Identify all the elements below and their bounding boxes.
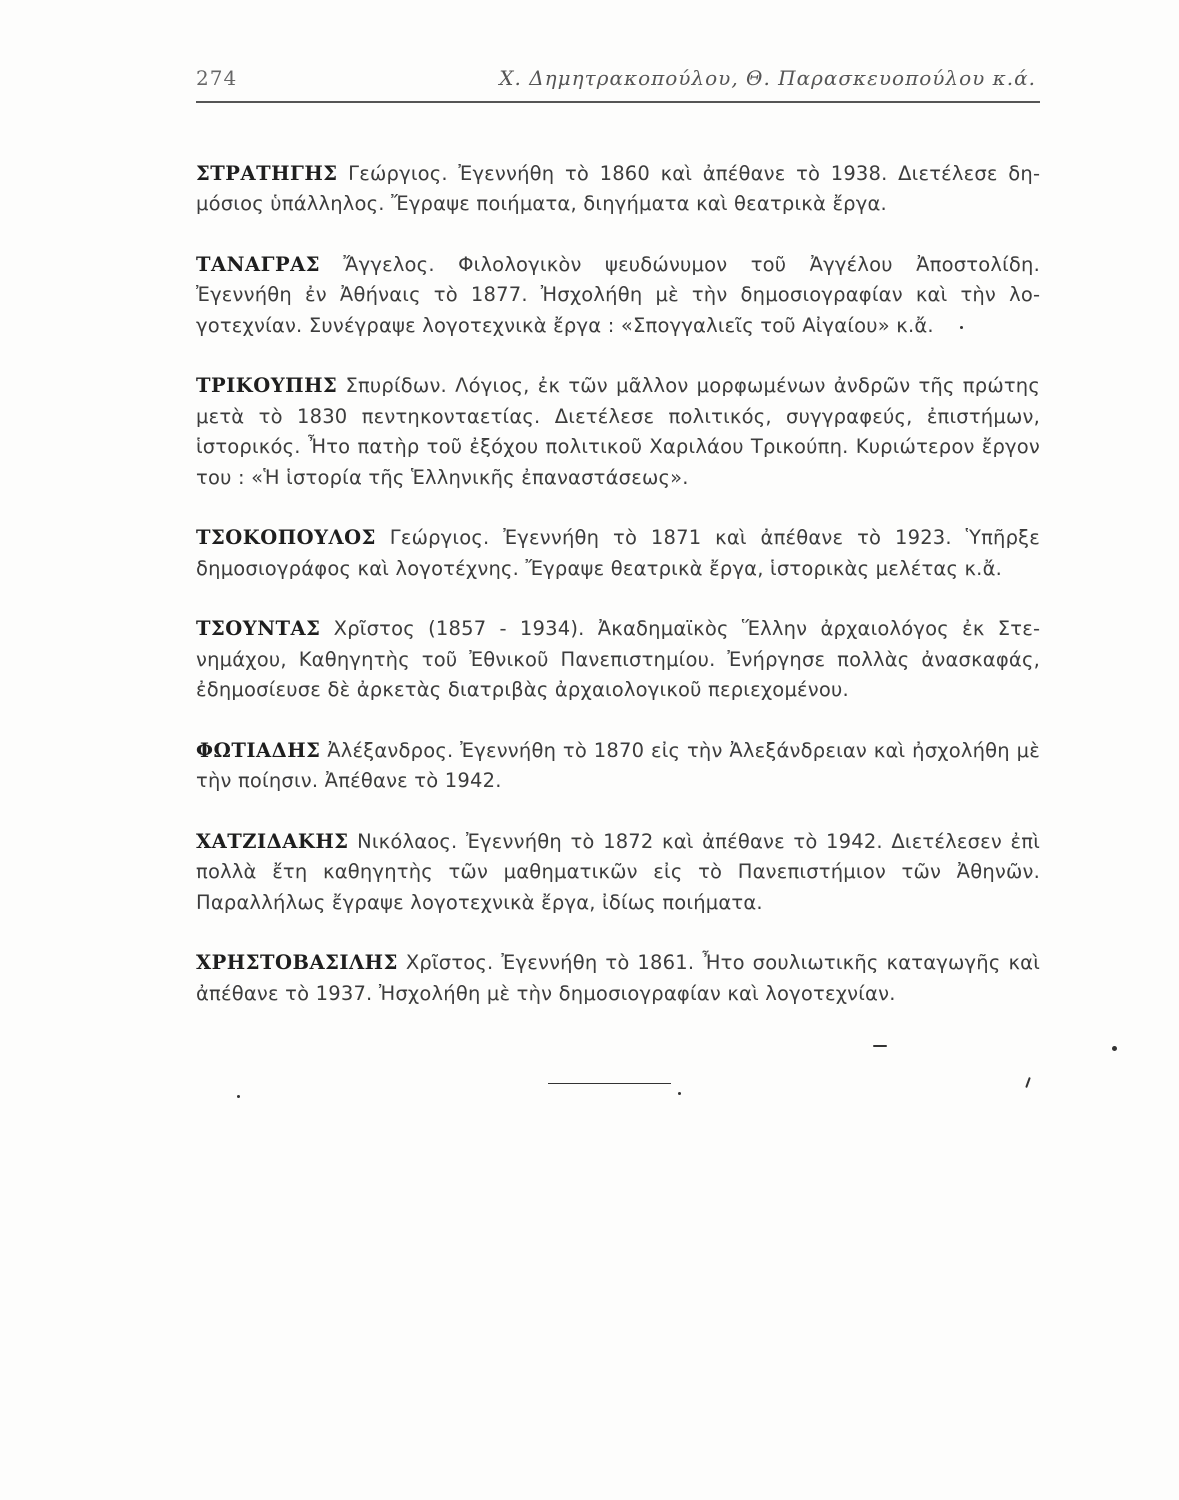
entry-trikoupis [196,371,1040,493]
running-head: Χ. Δημητρακοπούλου, Θ. Παρασκευοπούλου κ.ά. [499,66,1036,90]
entry-text: Γεώργιος. Ἐγεννήθη τὸ 1871 καὶ ἀπέθανε τὸ 1923. Ὑπῆρξε δημοσιογράφος καὶ λογοτέχνης. Ἔγραψε θεατρικὰ ἔργα, ἱστορικὰς μελέτας κ.ἄ. [196,526,1040,580]
entry-christovasilis [196,948,1040,1009]
entry-tsokopoulos [196,523,1040,584]
entry-text: Νικόλαος. Ἐγεννήθη τὸ 1872 καὶ ἀπέθανε τὸ 1942. Διετέλεσεν ἐπὶ πολλὰ ἔτη καθηγητὴς τῶν μαθηματικῶν εἰς τὸ Πανεπιστήμιον τῶν Ἀθηνῶν. Παραλλήλως ἔγραψε λογοτεχνικὰ ἔργα, ἰδίως ποιήματα. [196,829,1040,914]
entry-name: ΤΣΟΚΟΠΟΥΛΟΣ [196,526,376,549]
entry-text: Σπυρίδων. Λόγιος, ἐκ τῶν μᾶλλον μορφωμένων ἀνδρῶν τῆς πρώτης μετὰ τὸ 1830 πεντηκονταετίας. Διετέλεσε πολιτικός, συγγραφεύς, ἐπιστήμων, ἱστορικός. Ἦτο πατὴρ τοῦ ἐξόχου πολιτικοῦ Χαριλάου Τρικούπη. Κυριώτερον ἔργον του : «Ἡ ἱστορία τῆς Ἑλληνικῆς ἐπαναστάσεως». [196,374,1040,489]
entry-name: ΤΑΝΑΓΡΑΣ [196,252,321,276]
scan-speck [1025,1077,1031,1088]
entry-name: ΦΩΤΙΑΔΗΣ [196,738,321,762]
scan-speck [1112,1046,1117,1051]
entry-name: ΣΤΡΑΤΗΓΗΣ [196,161,338,185]
entry-chatzidakis [196,827,1040,919]
entry-name: ΧΑΤΖΙΔΑΚΗΣ [196,829,349,853]
entry-name: ΤΡΙΚΟΥΠΗΣ [196,374,338,397]
page-header [196,66,1040,100]
entry-tanagras [196,250,1040,342]
entry-text: Ἀλέξανδρος. Ἐγεννήθη τὸ 1870 εἰς τὴν Ἀλεξάνδρειαν καὶ ἠσχολήθη μὲ τὴν ποίησιν. Ἀπέθανε τὸ 1942. [196,738,1040,792]
entry-text: Ἄγγελος. Φιλολογικὸν ψευδώνυμον τοῦ Ἀγγέλου Ἀποστολίδη. Ἐγεννήθη ἐν Ἀθήναις τὸ 1877. Ἠσχολήθη μὲ τὴν δημοσιογραφίαν καὶ τὴν λογοτεχνίαν. Συνέγραψε λογοτεχνικὰ ἔργα : «Σπογγαλιεῖς τοῦ Αἰγαίου» κ.ἄ. [196,252,1040,337]
scan-speck [237,1095,240,1098]
entry-text: Χρῖστος (1857 - 1934). Ἀκαδημαϊκὸς Ἕλλην ἀρχαιολόγος ἐκ Στενημάχου, Καθηγητὴς τοῦ Ἐθνικοῦ Πανεπιστημίου. Ἐνήργησε πολλὰς ἀνασκαφάς, ἐδημοσίευσε δὲ ἀρκετὰς διατριβὰς ἀρχαιολογικοῦ περιεχομένου. [196,617,1040,701]
entry-text: Γεώργιος. Ἐγεννήθη τὸ 1860 καὶ ἀπέθανε τὸ 1938. Διετέλεσε δημόσιος ὑπάλληλος. Ἔγραψε ποιήματα, διηγήματα καὶ θεατρικὰ ἔργα. [196,161,1040,215]
biography-entries [196,139,1040,1039]
entry-name: ΧΡΗΣΤΟΒΑΣΙΛΗΣ [196,951,398,974]
scan-speck [873,1045,887,1047]
entry-tsountas [196,614,1040,706]
entry-fotiadis [196,736,1040,797]
scan-speck [960,326,963,329]
entry-stratigis [196,159,1040,220]
scan-speck [678,1092,681,1095]
entry-name: ΤΣΟΥΝΤΑΣ [196,617,321,640]
page-number: 274 [196,66,238,90]
entry-text: Χρῖστος. Ἐγεννήθη τὸ 1861. Ἦτο σουλιωτικῆς καταγωγῆς καὶ ἀπέθανε τὸ 1937. Ἠσχολήθη μὲ τὴν δημοσιογραφίαν καὶ λογοτεχνίαν. [196,951,1040,1005]
header-rule [196,101,1040,103]
end-rule [548,1083,671,1084]
